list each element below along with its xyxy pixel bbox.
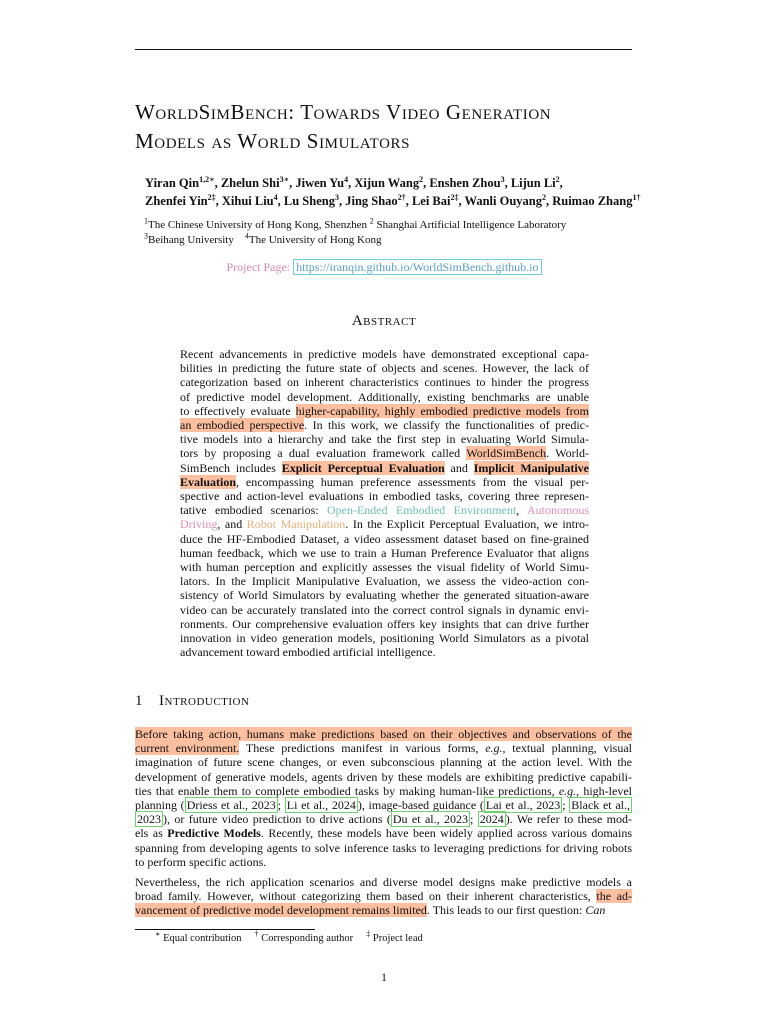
citation-link[interactable]: Lai et al., 2023: [485, 798, 561, 813]
text-run: spective and action-level evaluations in embodied tasks, covering three represen-: [180, 489, 589, 504]
author-name: Zhelun Shi: [220, 176, 280, 190]
author-affil-mark: 2‡: [450, 192, 459, 202]
affiliations: [144, 218, 664, 248]
italic-text: Can: [585, 903, 606, 918]
text-run: . In this work, we classify the functionalities of predic-: [304, 418, 589, 433]
section-title: Introduction: [159, 693, 250, 709]
author-name: Enshen Zhou: [429, 176, 501, 190]
text-run: imagination of future scene changes, or even subconscious planning at the action level. With the: [135, 755, 632, 770]
italic-text: e.g.: [558, 783, 577, 798]
text-line: [180, 546, 589, 560]
citation-link[interactable]: Black et al.,: [571, 798, 630, 813]
author-affil-mark: 1,2∗: [199, 174, 215, 184]
text-run: els as: [135, 826, 168, 841]
author-list: [145, 174, 665, 210]
author-name: Lei Bai: [411, 194, 451, 208]
affiliation-text: The Chinese University of Hong Kong, Shenzhen: [148, 219, 368, 231]
text-run: of predictive model development. Additionally, existing benchmarks are unable: [180, 389, 589, 404]
footnote-rule: [135, 929, 315, 930]
citation-link[interactable]: 2023: [137, 812, 161, 827]
text-run: . World-: [546, 446, 589, 461]
text-line: [135, 741, 632, 755]
text-run: sistency of World Simulators by evaluating whether the generated situation-aware: [180, 588, 589, 603]
citation-link[interactable]: Driess et al., 2023: [186, 798, 276, 813]
text-run: , encompassing human preference assessments from the visual per-: [236, 474, 589, 489]
section-number: 1: [135, 693, 143, 709]
affiliation-line-2: [144, 233, 664, 248]
text-run: human feedback, which we use to train a Human Preference Evaluator that aligns: [180, 545, 589, 560]
text-run: . This leads to our first question:: [426, 903, 586, 918]
text-run: video can be accurately translated into the correct control signals in dynamic envi-: [180, 602, 589, 617]
text-run: , and: [217, 517, 247, 532]
text-line: [180, 347, 589, 361]
text-run: to effectively evaluate: [180, 403, 296, 418]
text-line: [135, 889, 632, 903]
footnote-mark: ‡: [366, 929, 371, 939]
text-line: [180, 475, 589, 489]
page-number: 1: [381, 970, 387, 984]
text-run: ronments. Our comprehensive evaluation offers key insights that can drive further: [180, 616, 589, 631]
text-run: ), or future video prediction to drive actions (: [163, 812, 391, 827]
paper-title: [135, 98, 655, 156]
text-run: planning (: [135, 798, 185, 813]
text-run: ;: [277, 798, 285, 813]
text-line: [180, 361, 589, 375]
author-affil-mark: 3: [334, 192, 339, 202]
citation-link[interactable]: 2024: [479, 812, 504, 827]
author-affil-mark: 3∗: [279, 174, 290, 184]
abstract-body: [180, 347, 589, 659]
project-page-label: Project Page:: [226, 260, 291, 274]
text-run: with human perception and explicitly assesses the visual fidelity of World Simu-: [180, 560, 589, 575]
author-line-2: Zhenfei Yin$^{2\ddagger}$, Xihui Liu$^4$, Lu Sheng$^3$, Jing Shao$^{2\dagger}$, Lei Bai$^{2\ddagger}$, Wanli Ouyang$^2$, Ruimao Zhang$^{1\dagger}$: [145, 192, 641, 208]
text-line: [180, 489, 589, 503]
text-run: duce the HF-Embodied Dataset, a video assessment dataset based on fine-grained: [180, 531, 589, 546]
text-run: ,: [516, 503, 527, 518]
text-run: and: [444, 460, 474, 475]
section-heading: [135, 693, 249, 710]
text-run: broad family. However, without categorizing them based on their inherent characteristics,: [135, 889, 597, 904]
footnote-mark: ∗: [155, 929, 161, 939]
author-affil-mark: 2: [541, 192, 546, 202]
highlighted-text: current environment.: [135, 741, 240, 756]
text-line: [135, 903, 632, 917]
text-line: [180, 532, 589, 546]
text-run: tive models into a hierarchy and take the first step in evaluating World Simula-: [180, 432, 589, 447]
text-line: [180, 588, 589, 602]
title-line-2: Models as World Simulators: [135, 129, 411, 153]
author-affil-mark: 2: [555, 174, 560, 184]
text-line: [135, 770, 632, 784]
highlighted-bold-text: Evaluation: [180, 474, 237, 489]
text-run: development of generative models, agents driven by these models are exhibiting predictive capabili-: [135, 769, 632, 784]
scenario-open-ended: Open-Ended Embodied Environment: [326, 503, 517, 518]
text-line: [135, 841, 632, 855]
text-run: , high-level: [576, 783, 632, 798]
text-run: ;: [470, 812, 478, 827]
text-line: [180, 404, 589, 418]
affil-mark: 3: [144, 231, 148, 241]
introduction-body: [135, 727, 632, 918]
intro-paragraph-1: [135, 727, 632, 869]
author-name: Wanli Ouyang: [464, 194, 542, 208]
author-name: Jing Shao: [345, 194, 398, 208]
text-run: tative embodied scenarios:: [180, 503, 327, 518]
italic-text: e.g.: [485, 741, 503, 756]
author-name: Yiran Qin: [145, 176, 200, 190]
author-name: Xihui Liu: [221, 194, 274, 208]
text-line: [135, 727, 632, 741]
text-line: [135, 812, 632, 826]
intro-paragraph-2: [135, 875, 632, 918]
text-line: [135, 784, 632, 798]
affiliation-text: The University of Hong Kong: [248, 234, 382, 246]
text-run: advancement toward embodied artificial intelligence.: [180, 645, 436, 660]
text-run: . Recently, these models have been widely applied across various domains: [260, 826, 632, 841]
text-run: . In the Explicit Perceptual Evaluation, we intro-: [345, 517, 589, 532]
text-run: Recent advancements in predictive models have demonstrated exceptional capa-: [180, 347, 589, 361]
text-line: [180, 617, 589, 631]
text-line: [180, 631, 589, 645]
project-page-link[interactable]: https://iranqin.github.io/WorldSimBench.github.io: [293, 259, 541, 275]
footnote-mark: †: [254, 929, 259, 939]
text-run: lators. In the Implicit Manipulative Evaluation, we assess the video-action con-: [180, 574, 589, 589]
text-run: spanning from developing agents to solve inference tasks to leveraging predictions for driving robots: [135, 840, 632, 855]
text-run: SimBench includes: [180, 460, 282, 475]
text-run: Nevertheless, the rich application scenarios and diverse model designs make predictive models a: [135, 875, 632, 890]
text-run: ). We refer to these mod-: [505, 812, 632, 827]
author-affil-mark: 3: [500, 174, 505, 184]
author-name: Lijun Li: [510, 176, 556, 190]
author-name: Lu Sheng: [283, 194, 335, 208]
author-affil-mark: 4: [273, 192, 278, 202]
highlighted-text: WorldSimBench: [466, 446, 547, 461]
text-line: [135, 798, 632, 812]
author-name: Ruimao Zhang: [552, 194, 633, 208]
text-line: [180, 432, 589, 446]
text-run: , textual planning, visual: [502, 741, 633, 756]
author-affil-mark: 1†: [632, 192, 641, 202]
affil-mark: 2: [369, 216, 374, 226]
text-line: [180, 560, 589, 574]
author-line-1: Yiran Qin$^{1,2∗}$, Zhelun Shi$^{3∗}$, Jiwen Yu$^4$, Xijun Wang$^2$, Enshen Zhou$^3$, Lijun Li$^2$,: [145, 174, 563, 190]
text-line: [135, 875, 632, 889]
author-name: Jiwen Yu: [295, 176, 345, 190]
text-run: categorization based on inherent characteristics continues to hinder the progress: [180, 375, 589, 390]
citation-link[interactable]: Li et al., 2024: [286, 798, 356, 813]
text-run: ), image-based guidance (: [357, 798, 484, 813]
scenario-driving: Autonomous: [526, 503, 589, 518]
author-name: Xijun Wang: [354, 176, 420, 190]
text-line: [135, 855, 632, 869]
text-line: [135, 755, 632, 769]
footnote-text: Project lead: [372, 933, 423, 944]
author-affil-mark: 2‡: [207, 192, 216, 202]
author-name: Zhenfei Yin: [145, 194, 208, 208]
text-line: [180, 375, 589, 389]
text-line: [180, 645, 589, 659]
bold-text: Predictive Models: [167, 826, 261, 841]
affil-mark: 4: [244, 231, 249, 241]
text-line: [180, 418, 589, 432]
text-line: [180, 446, 589, 460]
text-line: [135, 826, 632, 840]
highlighted-bold-text: Explicit Perceptual Evaluation: [281, 460, 445, 475]
footnotes: [155, 929, 423, 944]
text-run: innovation in video generation models, positioning World Simulators as a pivotal: [180, 631, 589, 646]
highlighted-text: vancement of predictive model development remains limited: [135, 903, 427, 918]
author-affil-mark: 2†: [397, 192, 406, 202]
highlighted-text: Before taking action, humans make predictions based on their objectives and observations of the: [135, 727, 632, 741]
affil-mark: 1: [144, 216, 148, 226]
citation-link[interactable]: Du et al., 2023: [392, 812, 468, 827]
project-page: [0, 260, 768, 275]
text-line: [180, 603, 589, 617]
affiliation-line-1: [144, 218, 664, 233]
text-run: bilities in predicting the future state of objects and scenes. However, the lack of: [180, 361, 589, 376]
text-run: to perform specific actions.: [135, 854, 267, 869]
text-line: [180, 461, 589, 475]
author-affil-mark: 4: [344, 174, 349, 184]
affiliation-text: Shanghai Artificial Intelligence Laboratory: [376, 219, 567, 231]
text-run: ties that enable them to complete embodied tasks by making human-like predictions,: [135, 783, 559, 798]
text-run: tors by proposing a dual evaluation framework called: [180, 446, 467, 461]
highlighted-text: an embodied perspective: [180, 418, 305, 433]
footnote-text: Corresponding author: [261, 933, 354, 944]
scenario-driving: Driving: [180, 517, 218, 532]
abstract-heading: Abstract: [351, 313, 417, 329]
footnote-text: Equal contribution: [163, 933, 242, 944]
text-line: [180, 390, 589, 404]
scenario-robot: Robot Manipulation: [246, 517, 346, 532]
text-line: [180, 503, 589, 517]
text-line: [180, 517, 589, 531]
top-rule: [135, 49, 632, 50]
text-run: These predictions manifest in various forms,: [239, 741, 486, 756]
highlighted-text: higher-capability, highly embodied predictive models from: [295, 403, 589, 418]
text-run: ;: [562, 798, 570, 813]
highlighted-text: the ad-: [596, 889, 632, 904]
text-line: [180, 574, 589, 588]
title-line-1: WorldSimBench: Towards Video Generation: [135, 100, 552, 124]
affiliation-text: Beihang University: [148, 234, 234, 246]
author-affil-mark: 2: [419, 174, 424, 184]
highlighted-bold-text: Implicit Manipulative: [473, 460, 589, 475]
